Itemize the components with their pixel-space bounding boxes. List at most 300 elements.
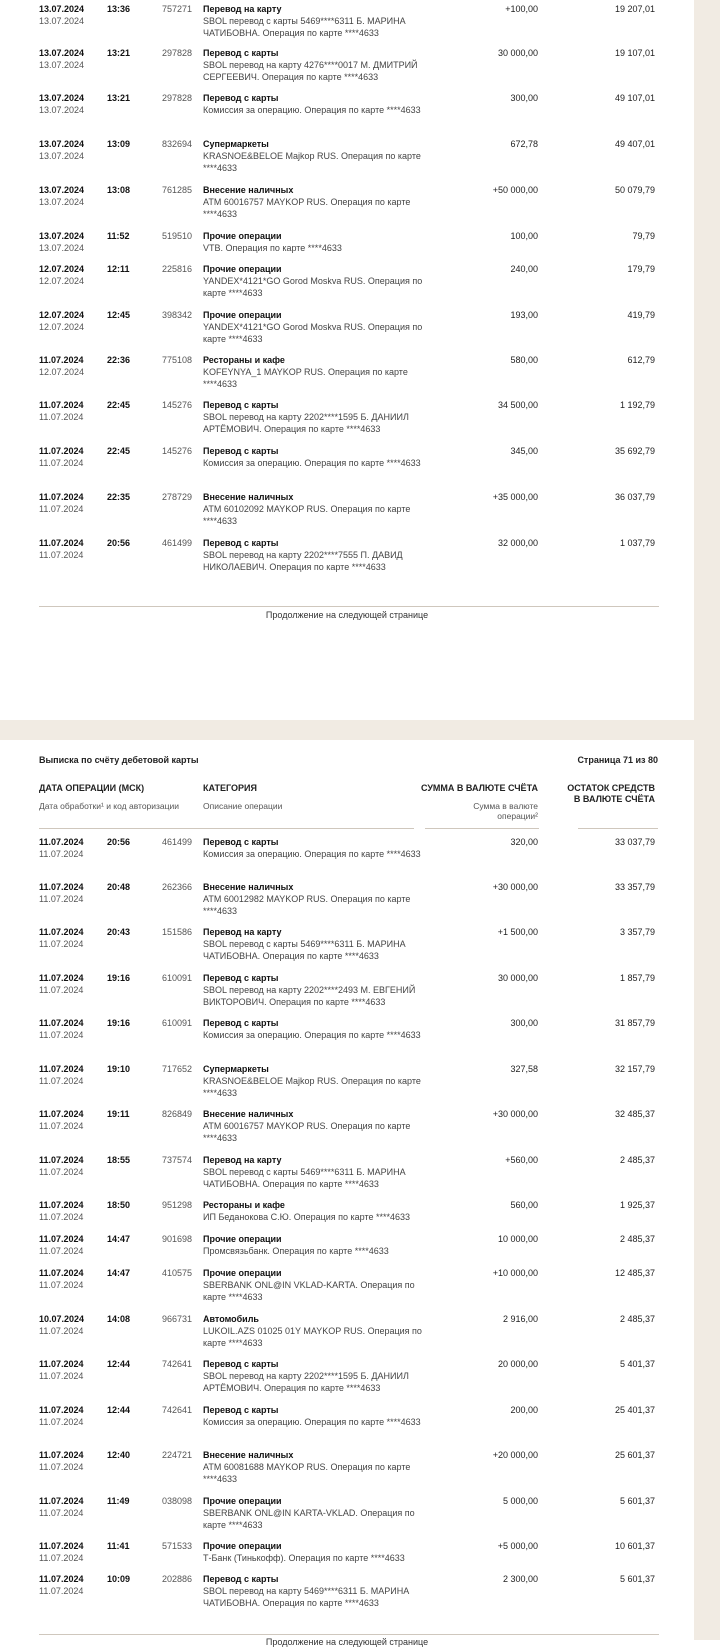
processing-date: 11.07.2024 (39, 1167, 84, 1177)
category: Перевод на карту (203, 927, 282, 937)
category: Перевод на карту (203, 4, 282, 14)
auth-code: 717652 (161, 1064, 192, 1074)
description-cell (203, 1017, 423, 1041)
category: Перевод на карту (203, 1155, 282, 1165)
description-cell (203, 1154, 423, 1190)
amount: 672,78 (510, 139, 538, 149)
amount: 193,00 (510, 310, 538, 320)
operation-date: 11.07.2024 (39, 492, 84, 502)
description-cell (203, 263, 423, 299)
balance: 25 401,37 (614, 1405, 655, 1415)
continuation-note: Продолжение на следующей странице (265, 610, 429, 620)
category: Супермаркеты (203, 139, 269, 149)
balance: 19 107,01 (614, 48, 655, 58)
date-cell (39, 881, 99, 905)
operation-time: 18:55 (107, 1155, 131, 1165)
description: Комиссия за операцию. Операция по карте ****4633 (203, 1030, 421, 1040)
amount: 32 000,00 (497, 538, 538, 548)
auth-code: 826849 (161, 1109, 192, 1119)
category: Внесение наличных (203, 1450, 294, 1460)
operation-time: 20:56 (107, 837, 131, 847)
header-divider (425, 828, 539, 829)
auth-code: 410575 (161, 1268, 192, 1278)
processing-date: 11.07.2024 (39, 894, 84, 904)
amount: +5 000,00 (497, 1541, 538, 1551)
category: Прочие операции (203, 310, 282, 320)
operation-date: 11.07.2024 (39, 1109, 84, 1119)
amount: +50 000,00 (492, 185, 538, 195)
date-cell (39, 138, 99, 162)
processing-date: 11.07.2024 (39, 1212, 84, 1222)
date-cell (39, 1540, 99, 1564)
continuation-note: Продолжение на следующей странице (265, 1637, 429, 1647)
operation-date: 12.07.2024 (39, 264, 85, 274)
balance: 32 485,37 (614, 1109, 655, 1119)
processing-date: 13.07.2024 (39, 197, 85, 207)
description-cell (203, 537, 423, 573)
date-cell (39, 445, 99, 469)
balance: 35 692,79 (614, 446, 655, 456)
operation-date: 11.07.2024 (39, 1018, 84, 1028)
date-cell (39, 1495, 99, 1519)
operation-date: 11.07.2024 (39, 1541, 84, 1551)
balance: 612,79 (627, 355, 655, 365)
operation-date: 11.07.2024 (39, 1574, 84, 1584)
auth-code: 398342 (161, 310, 192, 320)
balance: 1 037,79 (619, 538, 655, 548)
page-margin-strip (694, 0, 720, 720)
operation-time: 20:56 (107, 538, 131, 548)
category: Прочие операции (203, 1496, 282, 1506)
date-cell (39, 836, 99, 860)
processing-date: 11.07.2024 (39, 1076, 84, 1086)
header-divider (39, 828, 414, 829)
category: Перевод с карты (203, 538, 279, 548)
operation-time: 20:43 (107, 927, 131, 937)
operation-time: 20:48 (107, 882, 131, 892)
balance: 1 857,79 (619, 973, 655, 983)
processing-date: 11.07.2024 (39, 1121, 84, 1131)
operation-time: 14:08 (107, 1314, 131, 1324)
operation-time: 19:11 (107, 1109, 130, 1119)
processing-date: 11.07.2024 (39, 985, 84, 995)
operation-date: 11.07.2024 (39, 1064, 84, 1074)
amount: 300,00 (510, 93, 538, 103)
divider (39, 606, 659, 607)
category: Перевод с карты (203, 973, 279, 983)
description: Комиссия за операцию. Операция по карте ****4633 (203, 849, 421, 859)
balance: 3 357,79 (619, 927, 655, 937)
operation-time: 12:44 (107, 1359, 131, 1369)
processing-date: 11.07.2024 (39, 1326, 84, 1336)
description-cell (203, 138, 423, 174)
description-cell (203, 354, 423, 390)
date-cell (39, 3, 99, 27)
processing-date: 11.07.2024 (39, 1280, 84, 1290)
category: Прочие операции (203, 264, 282, 274)
header-category: КАТЕГОРИЯ (203, 783, 257, 793)
auth-code: 519510 (161, 231, 192, 241)
auth-code: 297828 (161, 48, 192, 58)
processing-date: 11.07.2024 (39, 1508, 84, 1518)
description: SBOL перевод на карту 2202****2493 М. ЕВГЕНИЙ ВИКТОРОВИЧ. Операция по карте ****4633 (203, 985, 416, 1007)
category: Перевод с карты (203, 1574, 279, 1584)
balance: 33 357,79 (614, 882, 655, 892)
auth-code: 151586 (161, 927, 192, 937)
description: SBOL перевод с карты 5469****6311 Б. МАРИНА ЧАТИБОВНА. Операция по карте ****4633 (203, 1167, 406, 1189)
auth-code: 461499 (161, 837, 192, 847)
auth-code: 610091 (161, 1018, 192, 1028)
amount: 5 000,00 (502, 1496, 538, 1506)
amount: 20 000,00 (497, 1359, 538, 1369)
auth-code: 202886 (161, 1574, 192, 1584)
description: ATM 60016757 MAYKOP RUS. Операция по карте ****4633 (203, 197, 411, 219)
operation-time: 22:35 (107, 492, 131, 502)
category: Перевод с карты (203, 48, 279, 58)
amount: +30 000,00 (492, 1109, 538, 1119)
date-cell (39, 1404, 99, 1428)
date-cell (39, 1017, 99, 1041)
amount: +30 000,00 (492, 882, 538, 892)
amount: 200,00 (510, 1405, 538, 1415)
balance: 19 207,01 (614, 4, 655, 14)
description-cell (203, 1495, 423, 1531)
description-cell (203, 1449, 423, 1485)
amount: 320,00 (510, 837, 538, 847)
amount: 30 000,00 (497, 973, 538, 983)
amount: +1 500,00 (497, 927, 538, 937)
amount: 560,00 (510, 1200, 538, 1210)
auth-code: 225816 (161, 264, 192, 274)
category: Перевод с карты (203, 1359, 279, 1369)
operation-time: 13:08 (107, 185, 131, 195)
header-divider (578, 828, 658, 829)
operation-date: 11.07.2024 (39, 882, 84, 892)
description: YANDEX*4121*GO Gorod Moskva RUS. Операция по карте ****4633 (203, 276, 423, 298)
description-cell (203, 3, 423, 39)
operation-date: 11.07.2024 (39, 355, 84, 365)
operation-time: 13:21 (107, 48, 131, 58)
operation-time: 19:16 (107, 973, 131, 983)
page-number: Страница 71 из 80 (577, 755, 658, 765)
auth-code: 737574 (161, 1155, 192, 1165)
amount: 580,00 (510, 355, 538, 365)
date-cell (39, 1313, 99, 1337)
description-cell (203, 445, 423, 469)
amount: +20 000,00 (492, 1450, 538, 1460)
page-margin-strip (694, 740, 720, 1640)
processing-date: 11.07.2024 (39, 1246, 84, 1256)
processing-date: 13.07.2024 (39, 151, 85, 161)
description: SBOL перевод на карту 5469****6311 Б. МАРИНА ЧАТИБОВНА. Операция по карте ****4633 (203, 1586, 410, 1608)
header-date-sub: Дата обработки¹ и код авторизации (39, 801, 180, 811)
balance: 179,79 (627, 264, 655, 274)
auth-code: 742641 (161, 1405, 192, 1415)
description: LUKOIL.AZS 01025 01Y MAYKOP RUS. Операция по карте ****4633 (203, 1326, 422, 1348)
operation-time: 22:36 (107, 355, 131, 365)
processing-date: 11.07.2024 (39, 1371, 84, 1381)
description: Промсвязьбанк. Операция по карте ****4633 (203, 1246, 389, 1256)
auth-code: 224721 (161, 1450, 192, 1460)
date-cell (39, 399, 99, 423)
balance: 32 157,79 (614, 1064, 655, 1074)
operation-date: 13.07.2024 (39, 48, 85, 58)
header-balance: ОСТАТОК СРЕДСТВ В ВАЛЮТЕ СЧЁТА (567, 783, 655, 804)
auth-code: 757271 (161, 4, 192, 14)
operation-time: 22:45 (107, 400, 131, 410)
balance: 79,79 (632, 231, 655, 241)
operation-date: 13.07.2024 (39, 139, 85, 149)
processing-date: 13.07.2024 (39, 16, 85, 26)
auth-code: 761285 (161, 185, 192, 195)
operation-time: 18:50 (107, 1200, 131, 1210)
balance: 25 601,37 (614, 1450, 655, 1460)
operation-date: 11.07.2024 (39, 1200, 84, 1210)
description: Комиссия за операцию. Операция по карте ****4633 (203, 105, 421, 115)
category: Перевод с карты (203, 1405, 279, 1415)
balance: 419,79 (627, 310, 655, 320)
processing-date: 13.07.2024 (39, 243, 85, 253)
date-cell (39, 537, 99, 561)
description-cell (203, 972, 423, 1008)
auth-code: 901698 (161, 1234, 192, 1244)
date-cell (39, 972, 99, 996)
operation-time: 13:36 (107, 4, 131, 14)
balance: 31 857,79 (614, 1018, 655, 1028)
processing-date: 13.07.2024 (39, 60, 85, 70)
amount: 240,00 (510, 264, 538, 274)
statement-page-71 (0, 740, 694, 1647)
operation-time: 19:10 (107, 1064, 131, 1074)
description: SBERBANK ONL@IN KARTA-VKLAD. Операция по карте ****4633 (203, 1508, 415, 1530)
date-cell (39, 926, 99, 950)
description-cell (203, 184, 423, 220)
category: Прочие операции (203, 1268, 282, 1278)
description-cell (203, 1233, 423, 1257)
balance: 49 107,01 (614, 93, 655, 103)
description: SBOL перевод на карту 2202****7555 П. ДАВИД НИКОЛАЕВИЧ. Операция по карте ****4633 (203, 550, 403, 572)
amount: 2 300,00 (502, 1574, 538, 1584)
operation-date: 11.07.2024 (39, 1450, 84, 1460)
category: Прочие операции (203, 231, 282, 241)
auth-code: 461499 (161, 538, 192, 548)
balance: 2 485,37 (619, 1314, 655, 1324)
description: ATM 60016757 MAYKOP RUS. Операция по карте ****4633 (203, 1121, 411, 1143)
description-cell (203, 1267, 423, 1303)
auth-code: 278729 (161, 492, 192, 502)
date-cell (39, 92, 99, 116)
processing-date: 11.07.2024 (39, 1417, 84, 1427)
description-cell (203, 1199, 423, 1223)
category: Перевод с карты (203, 400, 279, 410)
description-cell (203, 1540, 423, 1564)
operation-date: 11.07.2024 (39, 1155, 84, 1165)
operation-time: 19:16 (107, 1018, 131, 1028)
category: Перевод с карты (203, 837, 279, 847)
operation-date: 13.07.2024 (39, 93, 85, 103)
auth-code: 742641 (161, 1359, 192, 1369)
amount: +560,00 (505, 1155, 538, 1165)
balance: 1 925,37 (619, 1200, 655, 1210)
date-cell (39, 184, 99, 208)
description-cell (203, 399, 423, 435)
description-cell (203, 926, 423, 962)
category: Перевод с карты (203, 1018, 279, 1028)
date-cell (39, 354, 99, 378)
operation-date: 11.07.2024 (39, 837, 84, 847)
amount: 34 500,00 (497, 400, 538, 410)
processing-date: 12.07.2024 (39, 276, 85, 286)
header-amount: СУММА В ВАЛЮТЕ СЧЁТА (420, 783, 538, 793)
description-cell (203, 1573, 423, 1609)
amount: 30 000,00 (497, 48, 538, 58)
date-cell (39, 1573, 99, 1597)
processing-date: 11.07.2024 (39, 550, 84, 560)
description: ATM 60012982 MAYKOP RUS. Операция по карте ****4633 (203, 894, 411, 916)
category: Перевод с карты (203, 446, 279, 456)
header-amount-sub: Сумма в валюте операции² (473, 801, 538, 821)
processing-date: 11.07.2024 (39, 458, 84, 468)
description-cell (203, 491, 423, 527)
amount: +35 000,00 (492, 492, 538, 502)
operation-time: 12:44 (107, 1405, 131, 1415)
description: VTB. Операция по карте ****4633 (203, 243, 342, 253)
operation-date: 11.07.2024 (39, 538, 84, 548)
operation-date: 13.07.2024 (39, 4, 85, 14)
document-title: Выписка по счёту дебетовой карты (39, 755, 199, 765)
balance: 5 401,37 (619, 1359, 655, 1369)
processing-date: 12.07.2024 (39, 322, 85, 332)
operation-time: 14:47 (107, 1234, 131, 1244)
operation-date: 11.07.2024 (39, 1268, 84, 1278)
operation-date: 10.07.2024 (39, 1314, 85, 1324)
processing-date: 11.07.2024 (39, 412, 84, 422)
date-cell (39, 1449, 99, 1473)
operation-time: 10:09 (107, 1574, 131, 1584)
amount: 300,00 (510, 1018, 538, 1028)
operation-date: 11.07.2024 (39, 446, 84, 456)
auth-code: 145276 (161, 400, 192, 410)
auth-code: 775108 (161, 355, 192, 365)
description: ATM 60081688 MAYKOP RUS. Операция по карте ****4633 (203, 1462, 411, 1484)
date-cell (39, 1108, 99, 1132)
description-cell (203, 881, 423, 917)
category: Прочие операции (203, 1234, 282, 1244)
operation-time: 12:11 (107, 264, 130, 274)
date-cell (39, 491, 99, 515)
amount: +10 000,00 (492, 1268, 538, 1278)
description: Комиссия за операцию. Операция по карте ****4633 (203, 458, 421, 468)
processing-date: 11.07.2024 (39, 849, 84, 859)
operation-time: 11:49 (107, 1496, 130, 1506)
date-cell (39, 230, 99, 254)
auth-code: 038098 (161, 1496, 192, 1506)
date-cell (39, 1199, 99, 1223)
header-date: ДАТА ОПЕРАЦИИ (МСК) (39, 783, 145, 793)
category: Автомобиль (203, 1314, 259, 1324)
auth-code: 832694 (161, 139, 192, 149)
amount: 2 916,00 (502, 1314, 538, 1324)
description-cell (203, 92, 423, 116)
balance: 49 407,01 (614, 139, 655, 149)
auth-code: 297828 (161, 93, 192, 103)
description: ATM 60102092 MAYKOP RUS. Операция по карте ****4633 (203, 504, 411, 526)
balance: 12 485,37 (614, 1268, 655, 1278)
processing-date: 11.07.2024 (39, 1553, 84, 1563)
description: SBOL перевод с карты 5469****6311 Б. МАРИНА ЧАТИБОВНА. Операция по карте ****4633 (203, 939, 406, 961)
operation-time: 22:45 (107, 446, 131, 456)
balance: 5 601,37 (619, 1574, 655, 1584)
amount: 345,00 (510, 446, 538, 456)
description: SBOL перевод с карты 5469****6311 Б. МАРИНА ЧАТИБОВНА. Операция по карте ****4633 (203, 16, 406, 38)
category: Рестораны и кафе (203, 1200, 285, 1210)
date-cell (39, 1267, 99, 1291)
operation-date: 11.07.2024 (39, 400, 84, 410)
operation-time: 13:21 (107, 93, 131, 103)
amount: 100,00 (510, 231, 538, 241)
balance: 1 192,79 (619, 400, 655, 410)
processing-date: 11.07.2024 (39, 1030, 84, 1040)
amount: 10 000,00 (497, 1234, 538, 1244)
description: KRASNOE&BELOE Majkop RUS. Операция по карте ****4633 (203, 151, 421, 173)
date-cell (39, 1063, 99, 1087)
processing-date: 12.07.2024 (39, 367, 85, 377)
auth-code: 145276 (161, 446, 192, 456)
operation-date: 13.07.2024 (39, 231, 85, 241)
category: Внесение наличных (203, 185, 294, 195)
date-cell (39, 309, 99, 333)
auth-code: 966731 (161, 1314, 192, 1324)
description-cell (203, 836, 423, 860)
description: KOFEYNYA_1 MAYKOP RUS. Операция по карте ****4633 (203, 367, 408, 389)
description-cell (203, 230, 423, 254)
operation-time: 11:41 (107, 1541, 130, 1551)
description: Комиссия за операцию. Операция по карте ****4633 (203, 1417, 421, 1427)
operation-time: 11:52 (107, 231, 130, 241)
auth-code: 951298 (161, 1200, 192, 1210)
description-cell (203, 1108, 423, 1144)
operation-time: 12:45 (107, 310, 131, 320)
amount: 327,58 (510, 1064, 538, 1074)
description-cell (203, 1313, 423, 1349)
operation-date: 11.07.2024 (39, 973, 84, 983)
balance: 33 037,79 (614, 837, 655, 847)
description: SBOL перевод на карту 4276****0017 М. ДМИТРИЙ СЕРГЕЕВИЧ. Операция по карте ****4633 (203, 60, 418, 82)
auth-code: 610091 (161, 973, 192, 983)
date-cell (39, 263, 99, 287)
description-cell (203, 1404, 423, 1428)
description: ИП Беданокова С.Ю. Операция по карте ****4633 (203, 1212, 411, 1222)
category: Внесение наличных (203, 1109, 294, 1119)
balance: 36 037,79 (614, 492, 655, 502)
category: Прочие операции (203, 1541, 282, 1551)
operation-date: 11.07.2024 (39, 1496, 84, 1506)
date-cell (39, 47, 99, 71)
category: Внесение наличных (203, 492, 294, 502)
operation-date: 12.07.2024 (39, 310, 85, 320)
date-cell (39, 1154, 99, 1178)
operation-date: 11.07.2024 (39, 1359, 84, 1369)
description: SBOL перевод на карту 2202****1595 Б. ДАНИИЛ АРТЁМОВИЧ. Операция по карте ****4633 (203, 412, 409, 434)
statement-page-70 (0, 0, 694, 720)
balance: 5 601,37 (619, 1496, 655, 1506)
description-cell (203, 1063, 423, 1099)
description-cell (203, 47, 423, 83)
processing-date: 13.07.2024 (39, 105, 85, 115)
operation-time: 14:47 (107, 1268, 131, 1278)
operation-date: 11.07.2024 (39, 1405, 84, 1415)
operation-time: 13:09 (107, 139, 131, 149)
